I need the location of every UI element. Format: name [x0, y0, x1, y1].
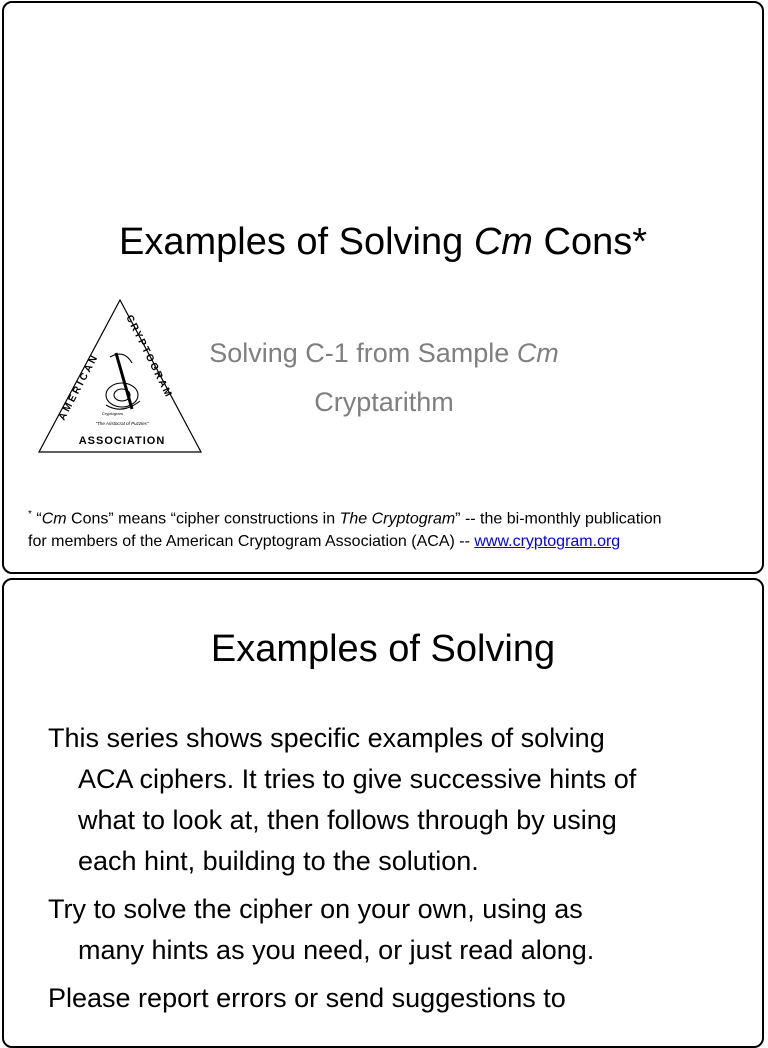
logo-word-left: AMERICAN	[56, 351, 102, 423]
footnote-text-2: Cons” means “cipher constructions in	[66, 510, 340, 528]
slide-title	[4, 217, 762, 267]
logo-tagline: “The Aristocrat of Puzzles”	[95, 421, 149, 426]
paragraph	[48, 978, 760, 1019]
footnote-text-3: ” -- the bi-monthly publication	[455, 510, 662, 528]
paragraph-line: Try to solve the cipher on your own, using as	[48, 894, 583, 924]
paragraph-line: what to look at, then follows through by using	[78, 805, 617, 835]
footnote-text-1: “	[31, 510, 42, 528]
logo-badge: Cryptogram	[102, 411, 123, 416]
paragraph-line: each hint, building to the solution.	[78, 846, 479, 876]
title-slide	[2, 1, 764, 574]
paragraph	[48, 889, 760, 971]
subtitle-line-1	[164, 329, 604, 377]
title-text: Examples of Solving	[118, 221, 474, 263]
content-slide	[2, 578, 764, 1048]
footnote-italic-1: Cm	[41, 510, 67, 528]
subtitle-text: Solving C-1 from Sample	[209, 338, 517, 368]
footnote	[28, 503, 758, 553]
logo-word-bottom: ASSOCIATION	[78, 435, 166, 447]
title-italic: Cm	[473, 221, 533, 263]
subtitle-line-2: Cryptarithm	[314, 387, 454, 417]
subtitle-italic: Cm	[516, 338, 559, 368]
footnote-italic-2: The Cryptogram	[339, 510, 456, 528]
paragraph-line: Please report errors or send suggestions to	[48, 983, 566, 1013]
cryptogram-link[interactable]: www.cryptogram.org	[474, 533, 621, 551]
logo-word-right: CRYPTOGRAM	[123, 313, 175, 401]
slide-title: Examples of Solving	[210, 628, 556, 670]
footnote-line-2: for members of the American Cryptogram Association (ACA) --	[28, 533, 475, 551]
paragraph-line: many hints as you need, or just read along.	[78, 935, 595, 965]
footnote-marker: *	[28, 509, 32, 520]
title-suffix: Cons*	[532, 221, 647, 263]
paragraph	[48, 718, 760, 882]
paragraph-line: This series shows specific examples of solving	[48, 723, 605, 753]
paragraph-line: ACA ciphers. It tries to give successive hints of	[78, 764, 637, 794]
